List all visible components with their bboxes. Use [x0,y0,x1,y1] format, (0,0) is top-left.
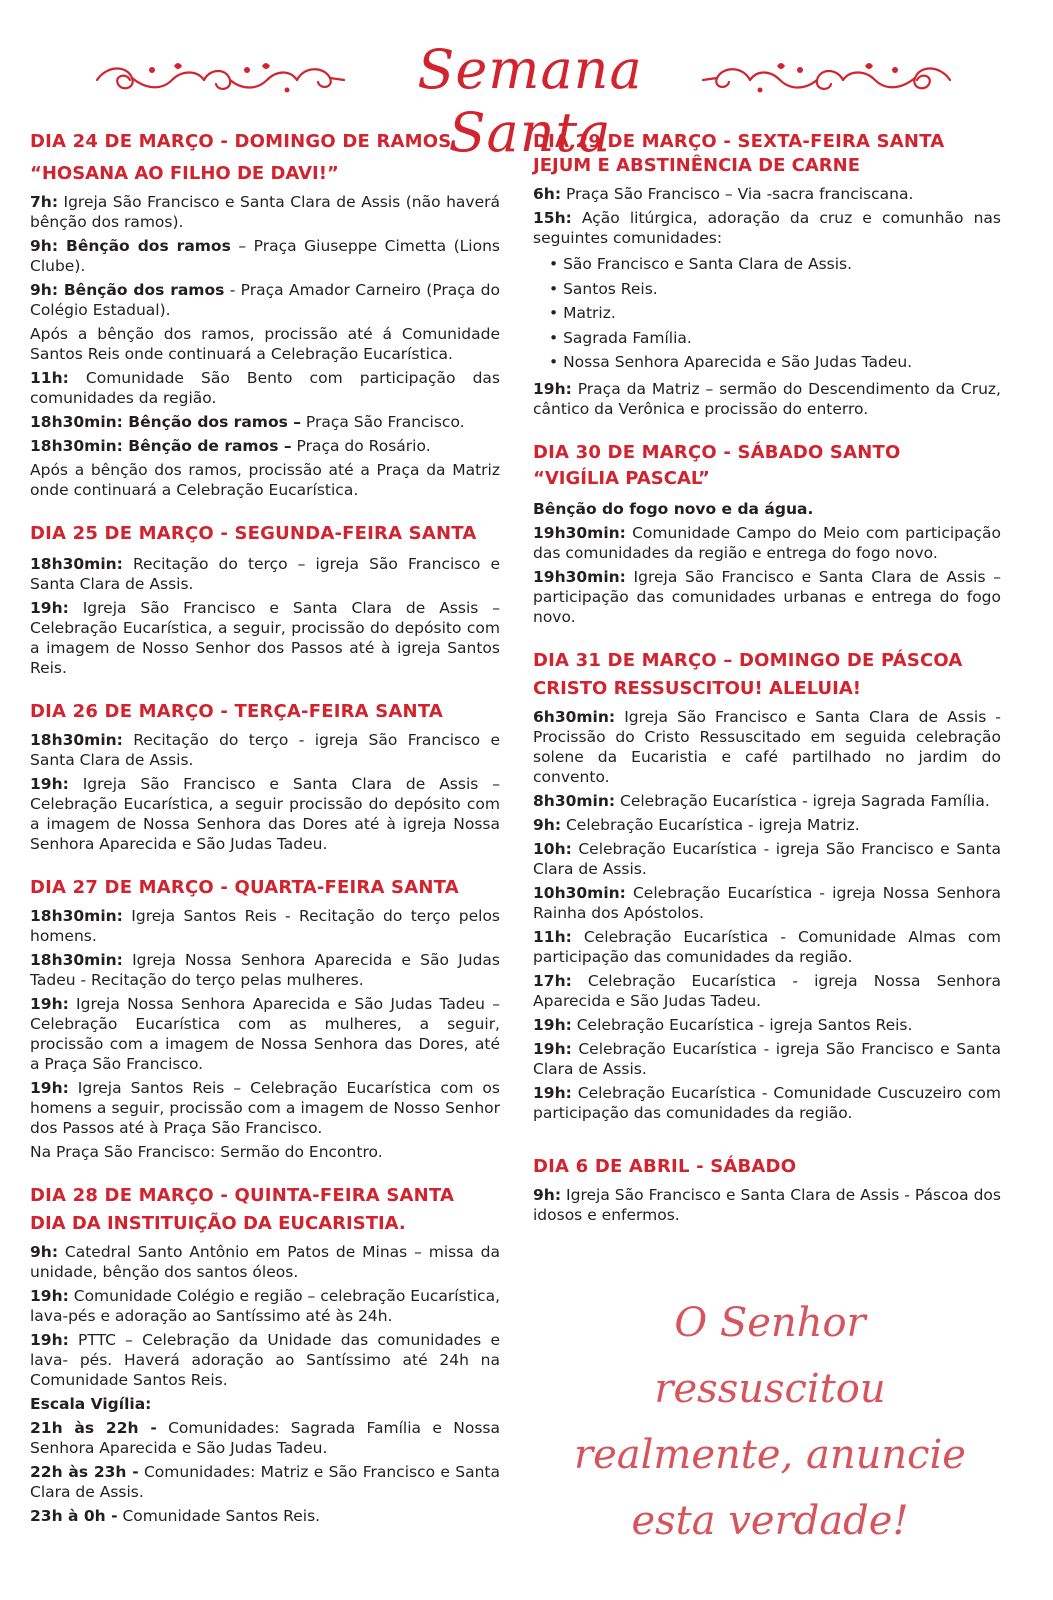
schedule-entry: 18h30min: Recitação do terço – igreja São Francisco e Santa Clara de Assis. [30,555,500,593]
schedule-entry: Após a bênção dos ramos, procissão até a Praça da Matriz onde continuará a Celebração Eucarística. [30,461,500,499]
day-subtitle: “VIGÍLIA PASCAL” [533,467,710,489]
schedule-entry: 19h: PTTC – Celebração da Unidade das comunidades e lava- pés. Haverá adoração ao Santíssimo até 24h na Comunidade Santos Reis. [30,1331,500,1389]
schedule-entry: 19h30min: Comunidade Campo do Meio com participação das comunidades da região e entrega do fogo novo. [533,523,1001,562]
day-29-section [533,130,1001,419]
list-item: • Nossa Senhora Aparecida e São Judas Tadeu. [549,350,1001,375]
day-28-section [30,1184,500,1526]
schedule-entry: 19h: Celebração Eucarística - igreja Santos Reis. [533,1015,913,1034]
schedule-entry: 15h: Ação litúrgica, adoração da cruz e comunhão nas seguintes comunidades: [533,209,1001,247]
list-item: • Santos Reis. [549,277,1001,302]
day-title: DIA 27 DE MARÇO - QUARTA-FEIRA SANTA [30,877,459,898]
day-25-section [30,522,500,678]
closing-quote [560,1290,980,1554]
schedule-entry: 8h30min: Celebração Eucarística - igreja Sagrada Família. [533,791,990,810]
right-column [533,130,1001,1229]
schedule-entry: 19h: Celebração Eucarística - Comunidade Cuscuzeiro com participação das comunidades da região. [533,1083,1001,1122]
list-item: • Sagrada Família. [549,326,1001,351]
day-title: DIA 6 DE ABRIL - SÁBADO [533,1155,797,1177]
flourish-right-icon [700,60,955,100]
schedule-entry: 11h: Comunidade São Bento com participação das comunidades da região. [30,369,500,407]
day-title: DIA 26 DE MARÇO - TERÇA-FEIRA SANTA [30,701,444,722]
day-title: DIA 30 DE MARÇO - SÁBADO SANTO [533,441,901,463]
flourish-left-icon [92,60,347,100]
day-30-section [533,441,1001,627]
list-item: • Matriz. [549,301,1001,326]
schedule-entry: 10h: Celebração Eucarística - igreja São Francisco e Santa Clara de Assis. [533,839,1001,878]
day-27-section [30,876,500,1162]
schedule-entry: Após a bênção dos ramos, procissão até á Comunidade Santos Reis onde continuará a Celebração Eucarística. [30,325,500,363]
day-title: DIA 25 DE MARÇO - SEGUNDA-FEIRA SANTA [30,523,477,544]
schedule-entry: 9h: Celebração Eucarística - igreja Matriz. [533,815,860,834]
schedule-entry: 6h30min: Igreja São Francisco e Santa Clara de Assis - Procissão do Cristo Ressuscitado em seguida celebração solene da Eucaristia e café partilhado no jardim do convento. [533,707,1001,786]
list-item: • São Francisco e Santa Clara de Assis. [549,252,1001,277]
schedule-entry: 9h: Igreja São Francisco e Santa Clara de Assis - Páscoa dos idosos e enfermos. [533,1185,1001,1224]
left-column [30,130,500,1530]
schedule-entry: 19h: Igreja Nossa Senhora Aparecida e São Judas Tadeu – Celebração Eucarística com as mulheres, a seguir, procissão com a imagem de Nossa Senhora das Dores, até a Praça São Francisco. [30,995,500,1073]
page-title: Semana Santa [417,38,643,164]
schedule-entry: Bênção do fogo novo e da água. [533,499,814,518]
schedule-entry: 18h30min: Igreja Santos Reis - Recitação do terço pelos homens. [30,907,500,945]
schedule-entry: 9h: Bênção dos ramos - Praça Amador Carneiro (Praça do Colégio Estadual). [30,281,500,319]
schedule-entry: 9h: Bênção dos ramos – Praça Giuseppe Cimetta (Lions Clube). [30,237,500,275]
schedule-entry: 19h: Igreja Santos Reis – Celebração Eucarística com os homens a seguir, procissão com a imagem de Nosso Senhor dos Passos até à Praça São Francisco. [30,1079,500,1137]
day-24-section [30,130,500,500]
quote-line: realmente, anuncie [574,1432,966,1478]
schedule-entry: Na Praça São Francisco: Sermão do Encontro. [30,1143,383,1161]
schedule-entry: 18h30min: Igreja Nossa Senhora Aparecida e São Judas Tadeu - Recitação do terço pelas mulheres. [30,951,500,989]
day-title: DIA 28 DE MARÇO - QUINTA-FEIRA SANTA [30,1185,455,1206]
schedule-entry: 18h30min: Recitação do terço - igreja São Francisco e Santa Clara de Assis. [30,731,500,769]
day-subtitle: JEJUM E ABSTINÊNCIA DE CARNE [533,155,861,176]
schedule-entry: 22h às 23h - Comunidades: Matriz e São Francisco e Santa Clara de Assis. [30,1463,500,1501]
day-subtitle: CRISTO RESSUSCITOU! ALELUIA! [533,677,861,699]
day-title: DIA 31 DE MARÇO – DOMINGO DE PÁSCOA [533,649,963,671]
schedule-entry: 11h: Celebração Eucarística - Comunidade Almas com participação das comunidades da região. [533,927,1001,966]
quote-line: esta verdade! [631,1498,909,1544]
schedule-entry: 18h30min: Bênção de ramos – Praça do Rosário. [30,437,431,455]
schedule-entry: Escala Vigília: [30,1395,152,1413]
day-subtitle: “HOSANA AO FILHO DE DAVI!” [30,163,339,184]
schedule-entry: 19h: Celebração Eucarística - igreja São Francisco e Santa Clara de Assis. [533,1039,1001,1078]
schedule-entry: 23h à 0h - Comunidade Santos Reis. [30,1507,321,1525]
schedule-entry: 10h30min: Celebração Eucarística - igreja Nossa Senhora Rainha dos Apóstolos. [533,883,1001,922]
schedule-entry: 9h: Catedral Santo Antônio em Patos de Minas – missa da unidade, bênção dos santos óleos. [30,1243,500,1281]
day-26-section [30,700,500,854]
schedule-entry: 19h: Comunidade Colégio e região – celebração Eucarística, lava-pés e adoração ao Santíssimo até às 24h. [30,1287,500,1325]
day-title: DIA 24 DE MARÇO - DOMINGO DE RAMOS [30,131,452,152]
schedule-entry: 19h30min: Igreja São Francisco e Santa Clara de Assis – participação das comunidades urbanas e entrega do fogo novo. [533,567,1001,626]
schedule-entry: 6h: Praça São Francisco – Via -sacra franciscana. [533,185,914,203]
community-list [533,252,1001,375]
day-31-section [533,649,1001,1123]
schedule-entry: 21h às 22h - Comunidades: Sagrada Família e Nossa Senhora Aparecida e São Judas Tadeu. [30,1419,500,1457]
schedule-entry: 7h: Igreja São Francisco e Santa Clara de Assis (não haverá bênção dos ramos). [30,193,500,231]
schedule-entry: 18h30min: Bênção dos ramos – Praça São Francisco. [30,413,465,431]
day-title: DIA 29 DE MARÇO - SEXTA-FEIRA SANTA [533,131,945,152]
schedule-entry: 19h: Igreja São Francisco e Santa Clara de Assis – Celebração Eucarística, a seguir procissão do depósito com a imagem de Nossa Senhora das Dores até à igreja Nossa Senhora Aparecida e São Judas Tadeu. [30,775,500,853]
schedule-entry: 19h: Igreja São Francisco e Santa Clara de Assis – Celebração Eucarística, a seguir, procissão do depósito com a imagem de Nosso Senhor dos Passos até à igreja Santos Reis. [30,599,500,677]
schedule-entry: 17h: Celebração Eucarística - igreja Nossa Senhora Aparecida e São Judas Tadeu. [533,971,1001,1010]
day-subtitle: DIA DA INSTITUIÇÃO DA EUCARISTIA. [30,1213,406,1234]
schedule-entry: 19h: Praça da Matriz – sermão do Descendimento da Cruz, cântico da Verônica e procissão do enterro. [533,379,1001,418]
quote-line: O Senhor ressuscitou [654,1300,886,1412]
day-6-april-section [533,1155,1001,1225]
